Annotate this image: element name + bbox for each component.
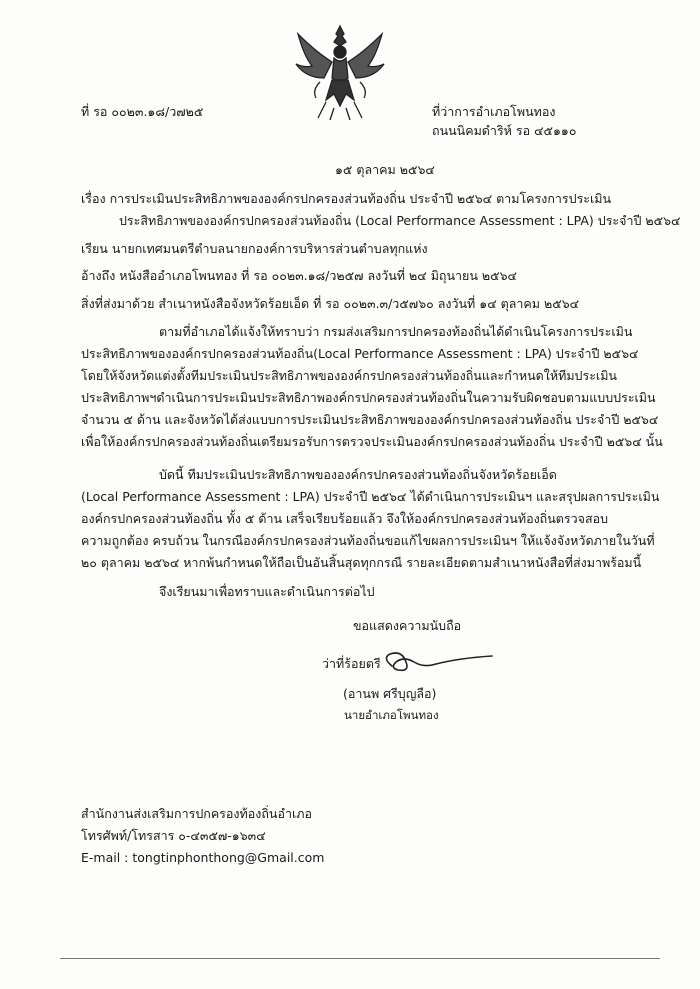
office-name: ที่ว่าการอำเภอโพนทอง [432, 104, 556, 119]
signature [380, 648, 495, 678]
attachment: สิ่งที่ส่งมาด้วย สำเนาหนังสือจังหวัดร้อยเอ็ด ที่ รอ ๐๐๒๓.๓/ว๕๗๖๐ ลงวันที่ ๑๔ ตุลาคม ๒๕๖๔ [81, 296, 580, 311]
para1-line-5: จำนวน ๕ ด้าน และจังหวัดได้ส่งแบบการประเมินประสิทธิภาพขององค์กรปกครองส่วนท้องถิ่น ประจำปี ๒๕๖๔ [81, 412, 659, 427]
para2-line-2: (Local Performance Assessment : LPA) ประจำปี ๒๕๖๔ ได้ดำเนินการประเมินฯ และสรุปผลการประเมิน [81, 489, 660, 504]
para1-line-4: ประสิทธิภาพฯดำเนินการประเมินประสิทธิภาพองค์กรปกครองส่วนท้องถิ่นในความรับผิดชอบตามแบบประเมิน [81, 390, 656, 405]
para2-line-4: ความถูกต้อง ครบถ้วน ในกรณีองค์กรปกครองส่วนท้องถิ่นขอแก้ไขผลการประเมินฯ ให้แจ้งจังหวัดภายในวันที่ [81, 533, 655, 548]
para1-line-1: ตามที่อำเภอได้แจ้งให้ทราบว่า กรมส่งเสริมการปกครองท้องถิ่นได้ดำเนินโครงการประเมิน [159, 324, 633, 339]
page-bottom-rule [60, 958, 660, 959]
document-date: ๑๕ ตุลาคม ๒๕๖๔ [335, 162, 435, 177]
document-number: ที่ รอ ๐๐๒๓.๑๘/ว๗๒๕ [81, 104, 204, 119]
para1-line-6: เพื่อให้องค์กรปกครองส่วนท้องถิ่นเตรียมรอรับการตรวจประเมินองค์กรปกครองส่วนท้องถิ่น ประจำปี ๒๕๖๔ นั้น [81, 434, 663, 449]
signer-title: นายอำเภอโพนทอง [344, 708, 439, 722]
subject-line-2: ประสิทธิภาพขององค์กรปกครองส่วนท้องถิ่น (Local Performance Assessment : LPA) ประจำปี ๒๕๖๔ [119, 213, 681, 228]
signer-name: (อานพ ศรีบุญลือ) [343, 686, 437, 701]
recipient: เรียน นายกเทศมนตรีตำบลนายกองค์การบริหารส่วนตำบลทุกแห่ง [81, 241, 428, 256]
footer-office: สำนักงานส่งเสริมการปกครองท้องถิ่นอำเภอ [81, 806, 313, 821]
closing-request: จึงเรียนมาเพื่อทราบและดำเนินการต่อไป [159, 584, 375, 599]
footer-phone: โทรศัพท์/โทรสาร ๐-๔๓๕๗-๑๖๓๔ [81, 828, 266, 843]
para2-line-5: ๒๐ ตุลาคม ๒๕๖๔ หากพ้นกำหนดให้ถือเป็นอันสิ้นสุดทุกกรณี รายละเอียดตามสำเนาหนังสือที่ส่งมาพร้อมนี้ [81, 555, 642, 570]
para1-line-2: ประสิทธิภาพขององค์กรปกครองส่วนท้องถิ่น(Local Performance Assessment : LPA) ประจำปี ๒๕๖๔ [81, 346, 639, 361]
closing-salutation: ขอแสดงความนับถือ [353, 618, 462, 633]
para2-line-3: องค์กรปกครองส่วนท้องถิ่น ทั้ง ๕ ด้าน เสร็จเรียบร้อยแล้ว จึงให้องค์กรปกครองส่วนท้องถิ่นตรวจสอบ [81, 511, 609, 526]
signer-rank: ว่าที่ร้อยตรี [322, 656, 381, 671]
garuda-emblem [290, 22, 390, 122]
subject-line-1: เรื่อง การประเมินประสิทธิภาพขององค์กรปกครองส่วนท้องถิ่น ประจำปี ๒๕๖๔ ตามโครงการประเมิน [81, 191, 612, 206]
footer-email: E-mail : tongtinphonthong@Gmail.com [81, 850, 325, 865]
office-address: ถนนนิคมดำริห์ รอ ๔๕๑๑๐ [432, 123, 577, 138]
para1-line-3: โดยให้จังหวัดแต่งตั้งทีมประเมินประสิทธิภาพขององค์กรปกครองส่วนท้องถิ่นและกำหนดให้ทีมประเมิน [81, 368, 617, 383]
reference: อ้างถึง หนังสืออำเภอโพนทอง ที่ รอ ๐๐๒๓.๑๘/ว๒๕๗ ลงวันที่ ๒๔ มิถุนายน ๒๕๖๔ [81, 268, 517, 283]
para2-line-1: บัดนี้ ทีมประเมินประสิทธิภาพขององค์กรปกครองส่วนท้องถิ่นจังหวัดร้อยเอ็ด [159, 467, 557, 482]
